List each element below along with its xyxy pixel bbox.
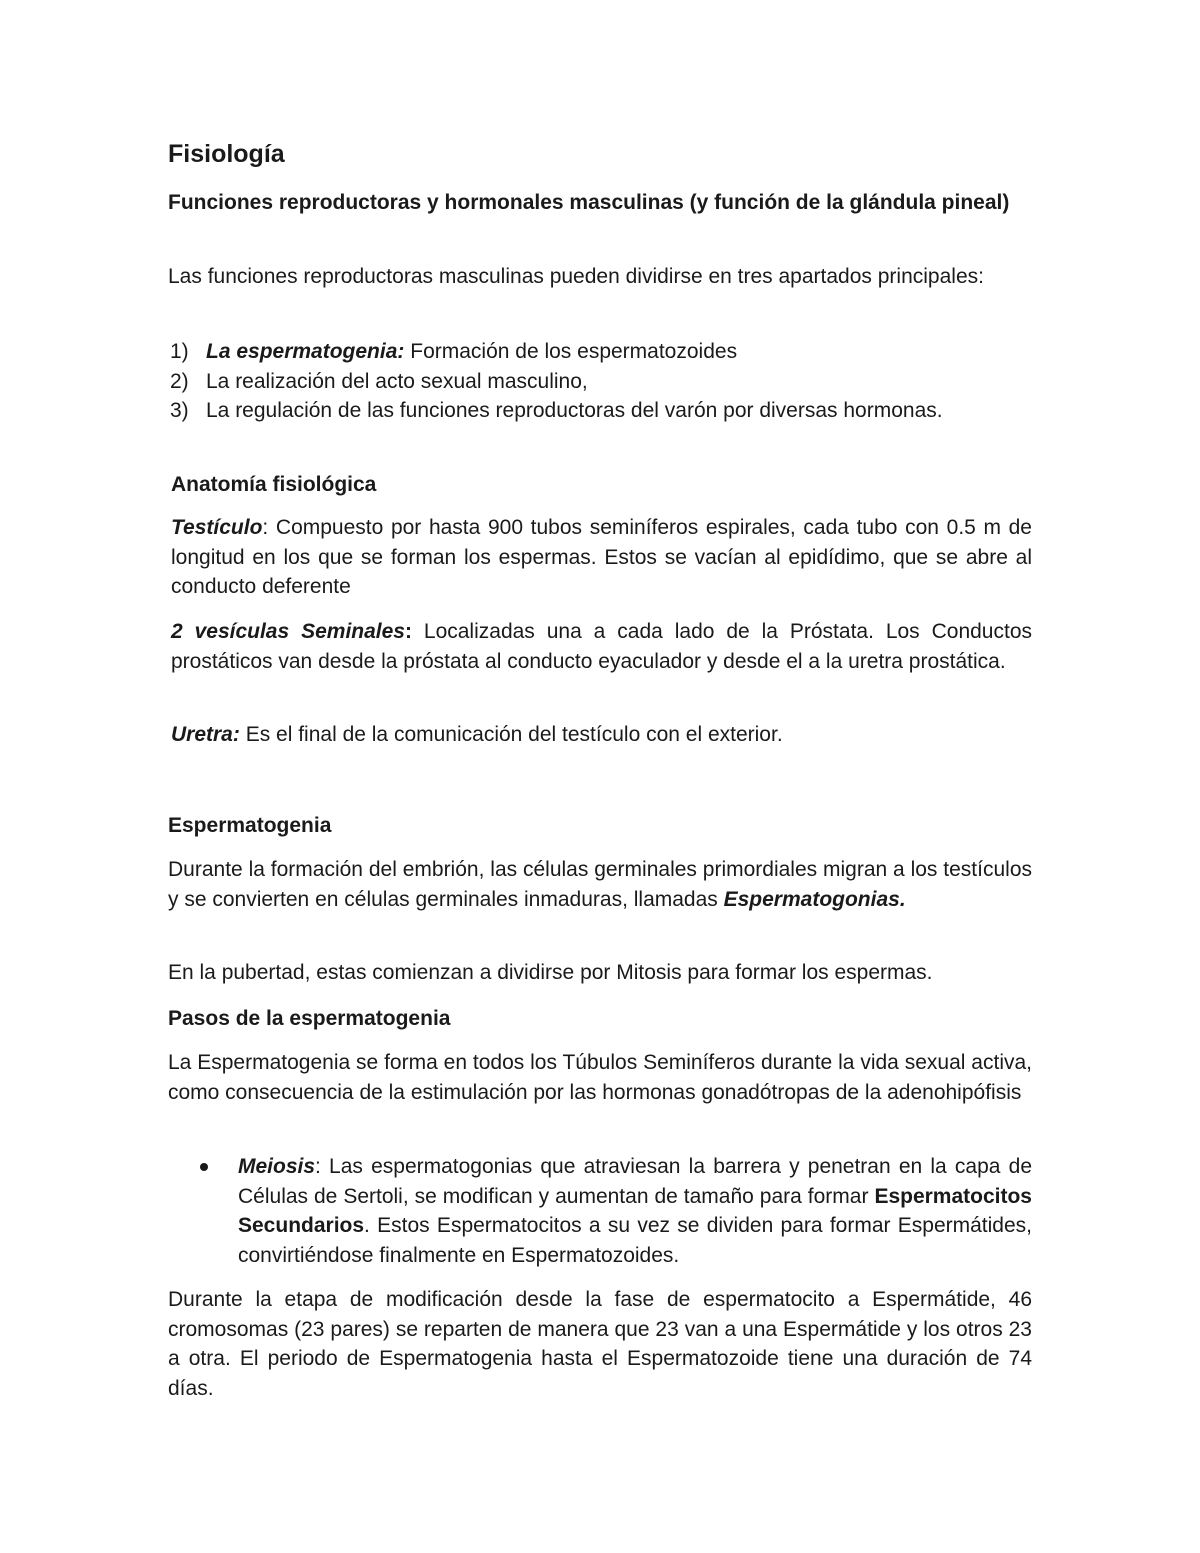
espermatocitos-term: Espermatocitos Secundarios xyxy=(238,1184,1032,1237)
testiculo-text: Compuesto por hasta 900 tubos seminíferos espirales, cada tubo con 0.5 m de longitud en los que se forman los espermas. Estos se vacían al epidídimo, que se abre al conducto deferente xyxy=(171,516,1032,598)
vesiculas-label: 2 vesículas Seminales xyxy=(171,620,405,643)
meiosis-list xyxy=(200,1152,1032,1270)
testiculo-paragraph xyxy=(171,513,1032,602)
testiculo-colon: : xyxy=(262,516,269,539)
list-item xyxy=(170,367,1050,397)
uretra-paragraph xyxy=(171,720,1032,750)
list-item-text: Formación de los espermatozoides xyxy=(404,340,738,363)
intro-paragraph: Las funciones reproductoras masculinas pueden dividirse en tres apartados principales: xyxy=(168,265,984,288)
espermatogenia-text: Durante la formación del embrión, las células germinales primordiales migran a los testículos y se convierten en células germinales inmaduras, llamadas xyxy=(168,858,1032,911)
list-item xyxy=(170,337,1050,367)
list-item-text: La regulación de las funciones reproductoras del varón por diversas hormonas. xyxy=(206,399,943,422)
final-paragraph: Durante la etapa de modificación desde la fase de espermatocito a Espermátide, 46 cromosomas (23 pares) se reparten de manera que 23 van a una Espermátide y los otros 23 a otra. El periodo de Espermatogenia hasta el Espermatozoide tiene una duración de 74 días. xyxy=(168,1288,1032,1400)
bullet-icon xyxy=(200,1163,208,1171)
uretra-label: Uretra: xyxy=(171,723,240,746)
list-item-bold: La espermatogenia: xyxy=(206,340,405,363)
pasos-heading: Pasos de la espermatogenia xyxy=(168,1007,451,1030)
espermatogenia-paragraph xyxy=(168,855,1032,914)
vesiculas-colon: : xyxy=(404,620,412,643)
list-number: 2) xyxy=(170,369,189,393)
page-title: Fisiología xyxy=(168,140,285,168)
vesiculas-paragraph xyxy=(171,617,1032,676)
list-number: 1) xyxy=(170,340,189,363)
anatomy-heading: Anatomía fisiológica xyxy=(171,473,377,496)
list-number: 3) xyxy=(170,399,189,422)
meiosis-label: Meiosis xyxy=(238,1155,316,1178)
espermatogonias-term: Espermatogonias. xyxy=(723,887,906,911)
vesiculas-text: Localizadas una a cada lado de la Próstata. Los Conductos prostáticos van desde la próstata al conducto eyaculador y desde el a la uretra prostática. xyxy=(171,620,1032,673)
functions-list xyxy=(170,337,1050,426)
pubertad-paragraph: En la pubertad, estas comienzan a dividirse por Mitosis para formar los espermas. xyxy=(168,961,933,984)
uretra-text: Es el final de la comunicación del testículo con el exterior. xyxy=(239,723,783,746)
pasos-paragraph: La Espermatogenia se forma en todos los Túbulos Seminíferos durante la vida sexual activa, como consecuencia de la estimulación por las hormonas gonadótropas de la adenohipófisis xyxy=(168,1051,1032,1104)
list-item xyxy=(170,396,1050,426)
list-item-text: La realización del acto sexual masculino, xyxy=(206,369,588,393)
meiosis-text-end: . Estos Espermatocitos a su vez se dividen para formar Espermátides, convirtiéndose finalmente en Espermatozoides. xyxy=(238,1214,1032,1267)
testiculo-label: Testículo xyxy=(171,516,263,539)
meiosis-text: : Las espermatogonias que atraviesan la barrera y penetran en la capa de Células de Sertoli, se modifican y aumentan de tamaño para formar xyxy=(238,1155,1032,1208)
list-item xyxy=(200,1152,1032,1270)
section-subtitle: Funciones reproductoras y hormonales masculinas (y función de la glándula pineal) xyxy=(168,191,1010,214)
espermatogenia-heading: Espermatogenia xyxy=(168,814,332,837)
